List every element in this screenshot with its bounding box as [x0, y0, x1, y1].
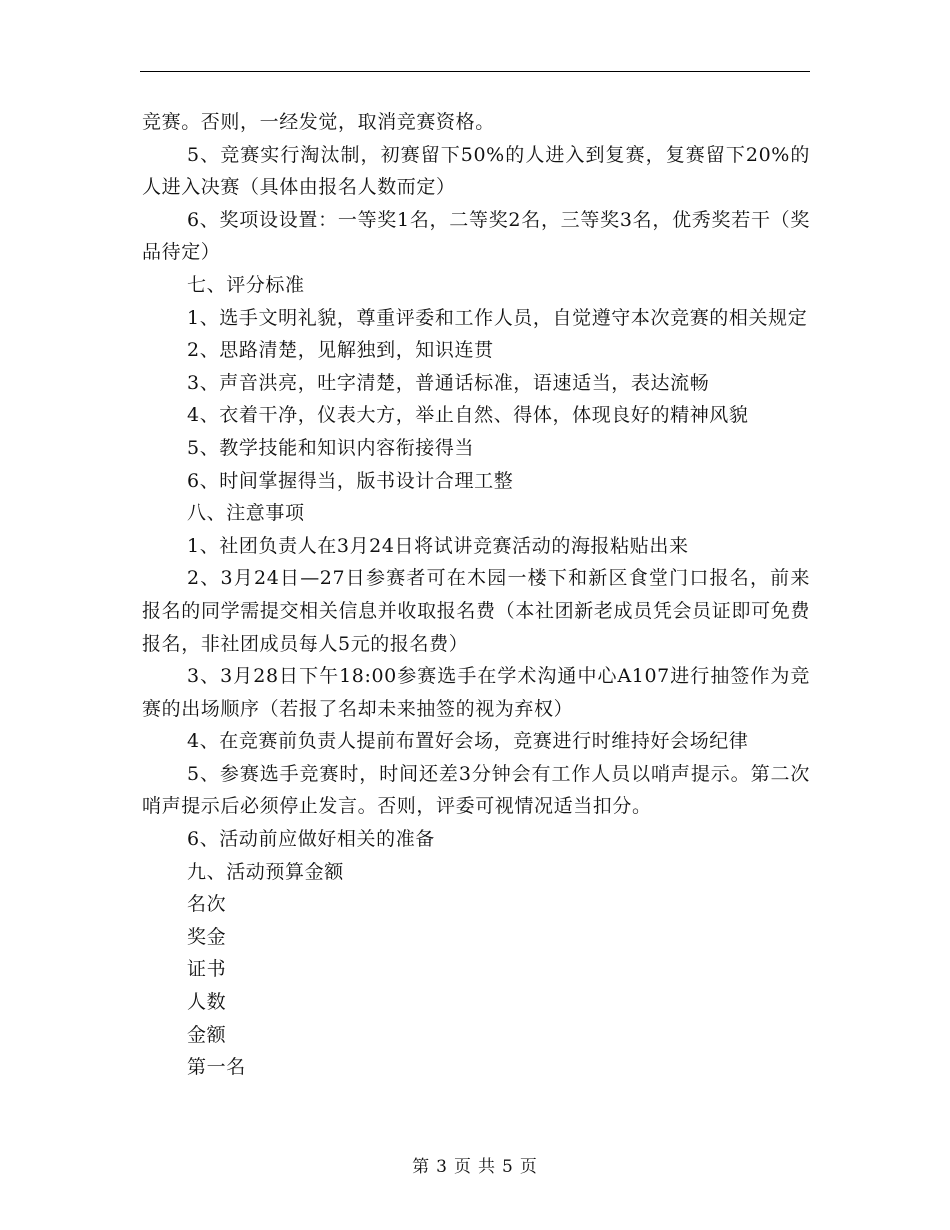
- paragraph: 6、奖项设设置：一等奖1名，二等奖2名，三等奖3名，优秀奖若干（奖品待定）: [142, 208, 810, 264]
- total-pages-number: 5: [502, 1157, 514, 1177]
- paragraph: 4、衣着干净，仪表大方，举止自然、得体，体现良好的精神风貌: [187, 404, 749, 427]
- paragraph: 3、声音洪亮，吐字清楚，普通话标准，语速适当，表达流畅: [187, 371, 710, 394]
- paragraph: 2、思路清楚，见解独到，知识连贯: [187, 339, 494, 362]
- page-label-prefix: 第: [412, 1157, 431, 1177]
- document-body: [142, 106, 810, 1084]
- table-cell-text: 金额: [187, 1023, 227, 1046]
- paragraph: 6、时间掌握得当，版书设计合理工整: [187, 469, 514, 492]
- table-cell-text: 第一名: [187, 1056, 246, 1079]
- paragraph: 2、3月24日—27日参赛者可在木园一楼下和新区食堂门口报名，前来报名的同学需提交相关信息并收取报名费（本社团新老成员凭会员证即可免费报名，非社团成员每人5元的报名费）: [142, 567, 810, 655]
- total-label: 共: [478, 1157, 496, 1177]
- table-cell-text: 名次: [187, 893, 227, 916]
- header-rule: [140, 71, 810, 72]
- paragraph: 5、教学技能和知识内容衔接得当: [187, 436, 475, 459]
- page-footer: [0, 1152, 950, 1177]
- paragraph: 5、参赛选手竞赛时，时间还差3分钟会有工作人员以哨声提示。第二次哨声提示后必须停止发言。否则，评委可视情况适当扣分。: [142, 762, 810, 818]
- paragraph: 1、社团负责人在3月24日将试讲竞赛活动的海报粘贴出来: [187, 534, 689, 557]
- table-cell-text: 人数: [187, 991, 227, 1014]
- table-cell-text: 证书: [187, 958, 227, 981]
- section-heading: 七、评分标准: [187, 273, 305, 296]
- section-heading: 八、注意事项: [187, 502, 305, 525]
- page-label-suffix: 页: [519, 1157, 538, 1177]
- paragraph: 1、选手文明礼貌，尊重评委和工作人员，自觉遵守本次竞赛的相关规定: [187, 306, 808, 329]
- paragraph: 竞赛。否则，一经发觉，取消竞赛资格。: [142, 111, 495, 133]
- paragraph: 6、活动前应做好相关的准备: [187, 828, 435, 851]
- section-heading: 九、活动预算金额: [187, 860, 344, 883]
- paragraph: 5、竞赛实行淘汰制，初赛留下50%的人进入到复赛，复赛留下20%的人进入决赛（具体由报名人数而定）: [142, 143, 810, 199]
- table-cell-text: 奖金: [187, 925, 227, 948]
- page-label-middle: 页: [454, 1157, 472, 1177]
- paragraph: 4、在竞赛前负责人提前布置好会场，竞赛进行时维持好会场纪律: [187, 730, 749, 753]
- paragraph: 3、3月28日下午18:00参赛选手在学术沟通中心A107进行抽签作为竞赛的出场顺序（若报了名却未来抽签的视为弃权）: [142, 665, 810, 720]
- current-page-number: 3: [436, 1157, 448, 1177]
